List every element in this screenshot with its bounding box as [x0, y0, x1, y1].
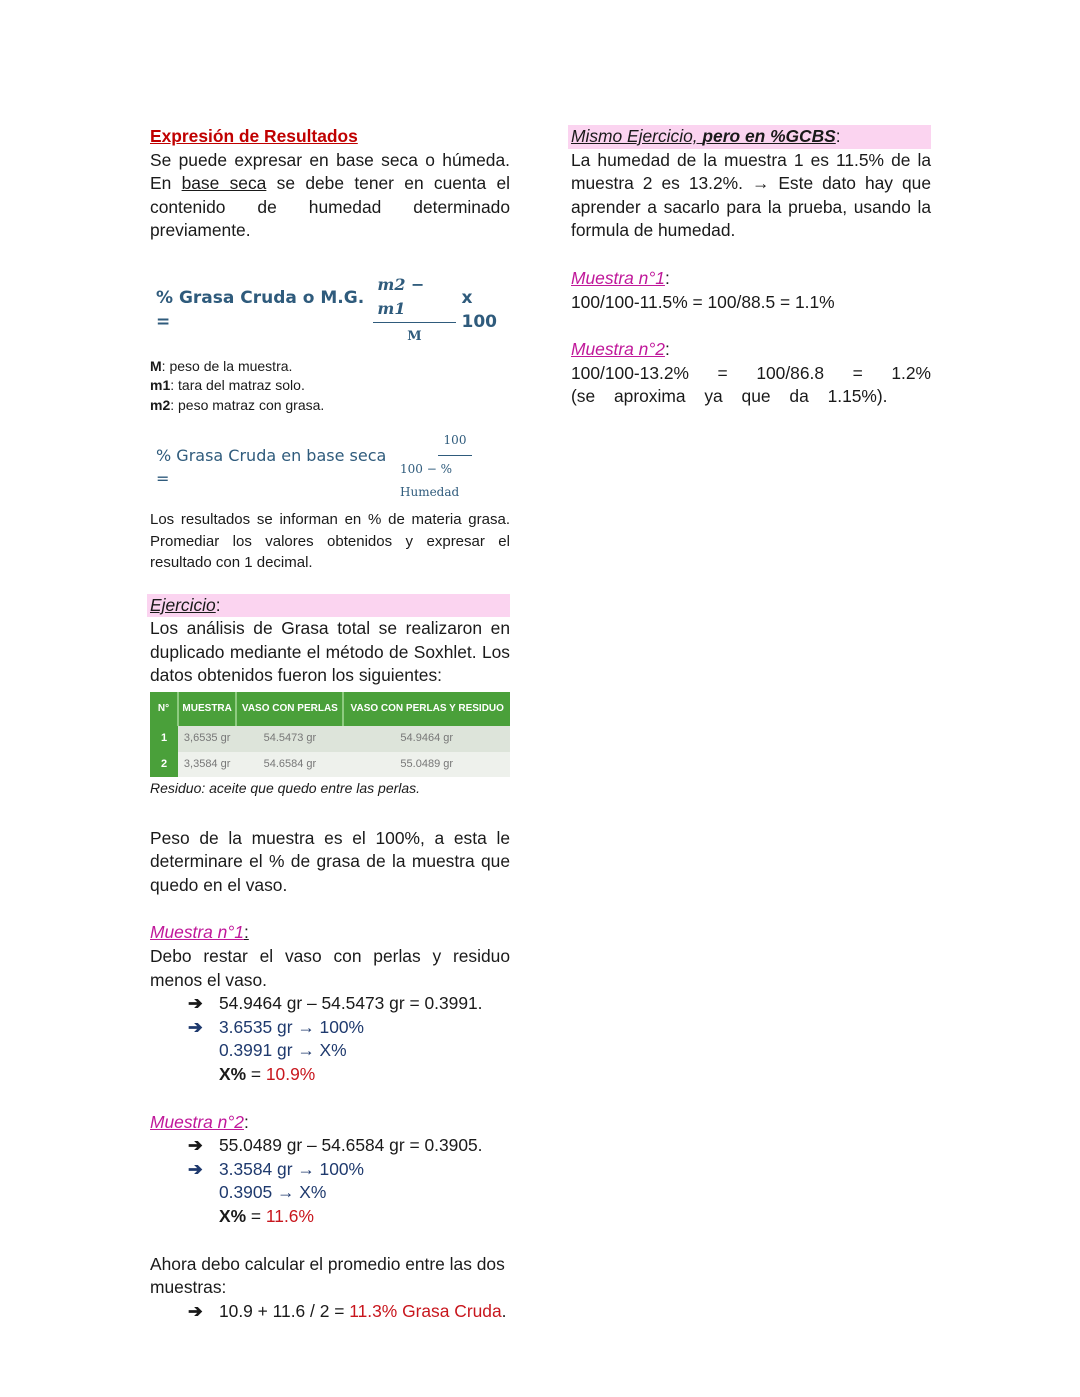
table-header-row	[150, 692, 510, 726]
results-paragraph: Los resultados se informan en % de materia grasa. Promediar los valores obtenidos y expresar el resultado con 1 decimal.	[150, 511, 510, 572]
formula-fraction: $\frac{100}{\text{100 − \% Humedad}}$	[400, 429, 510, 505]
muestra1-result-value: 10.9%	[265, 1064, 316, 1085]
muestra1-result: X% = 10.9%	[219, 1064, 316, 1085]
def-m2: m2: peso matraz con grasa.	[150, 396, 325, 413]
average-calc: ➔ 10.9 + 11.6 / 2 = 11.3% Grasa Cruda.	[150, 1300, 510, 1324]
formula-fraction: $\frac{m2 - m1}{M}$	[373, 273, 455, 349]
gcbs-muestra2-heading: Muestra n°2	[571, 339, 665, 360]
gcbs-muestra1-heading-line: Muestra n°1:	[571, 267, 670, 288]
gcbs-heading: Mismo Ejercicio,	[571, 126, 703, 146]
gcbs-muestra1-calc: 100/100-11.5% = 100/88.5 = 1.1%	[571, 291, 835, 312]
table-row: 1 3,6535 gr 54.5473 gr 54.9464 gr	[150, 726, 510, 752]
average-paragraph: Ahora debo calcular el promedio entre las dos muestras:	[150, 1253, 505, 1298]
right-column	[571, 125, 931, 409]
muestra1-step2: ➔ 3.6535 gr → 100%	[150, 1016, 510, 1040]
muestra2-result: X% = 11.6%	[219, 1206, 314, 1226]
header-vaso: VASO CON PERLAS	[236, 692, 343, 726]
arrow-icon: ➔	[188, 1158, 203, 1179]
section-heading: Expresión de Resultados	[150, 126, 358, 146]
arrow-icon: ➔	[188, 1016, 203, 1037]
muestra1-heading: Muestra n°1	[150, 922, 244, 943]
muestra2-step2: ➔ 3.3584 gr → 100%	[150, 1158, 510, 1182]
muestra2-step1: ➔ 55.0489 gr – 54.6584 gr = 0.3905.	[150, 1134, 510, 1158]
header-muestra: MUESTRA	[178, 692, 236, 726]
gcbs-heading-band: Mismo Ejercicio, pero en %GCBS:	[568, 125, 931, 149]
arrow-icon: ➔	[188, 1135, 203, 1156]
def-m1: m1: tara del matraz solo.	[150, 377, 305, 394]
left-column	[150, 125, 510, 1323]
exercise-paragraph: Los análisis de Grasa total se realizaron en duplicado mediante el método de Soxhlet. Los datos obtenidos fueron los siguientes:	[150, 618, 510, 686]
muestra2-heading-line: Muestra n°2:	[150, 1111, 249, 1132]
muestra2-result-value: 11.6%	[265, 1206, 314, 1226]
muestra1-step3: 0.3991 gr → X%	[219, 1040, 347, 1061]
exercise-heading: Ejercicio	[150, 594, 216, 615]
gcbs-muestra2-calc: 100/100-13.2% = 100/86.8 = 1.2% (se aproxima ya que da 1.15%).	[571, 362, 931, 407]
gcbs-intro: La humedad de la muestra 1 es 11.5% de la muestra 2 es 13.2%. → Este dato hay que aprender a sacarlo para la prueba, usando la formula de humedad.	[571, 149, 931, 241]
formula-base-seca: % Grasa Cruda en base seca = $\frac{100}{\text{100 − \% Humedad}}$	[156, 429, 510, 505]
gcbs-muestra1-heading: Muestra n°1	[571, 267, 665, 288]
muestra1-step1: ➔ 54.9464 gr – 54.5473 gr = 0.3991.	[150, 992, 510, 1016]
intro-paragraph: Se puede expresar en base seca o húmeda. En base seca se debe tener en cuenta el contenido de humedad determinado previamente.	[150, 149, 510, 241]
residue-note: Residuo: aceite que quedo entre las perlas.	[150, 780, 421, 797]
peso-paragraph: Peso de la muestra es el 100%, a esta le determinare el % de grasa de la muestra que quedo en el vaso.	[150, 827, 510, 895]
muestra1-paragraph: Debo restar el vaso con perlas y residuo menos el vaso.	[150, 946, 510, 990]
header-n: N°	[150, 692, 178, 726]
table-row: 2 3,3584 gr 54.6584 gr 55.0489 gr	[150, 752, 510, 778]
muestra1-heading-line: Muestra n°1:	[150, 922, 249, 943]
arrow-icon: ➔	[188, 993, 203, 1014]
muestra2-heading: Muestra n°2	[150, 1111, 244, 1132]
data-table	[150, 692, 510, 777]
exercise-heading-band: Ejercicio:	[147, 594, 510, 618]
gcbs-muestra2-heading-line: Muestra n°2:	[571, 339, 670, 360]
header-vaso-residuo: VASO CON PERLAS Y RESIDUO	[343, 692, 510, 726]
base-seca-term: base seca	[181, 173, 267, 194]
arrow-icon: ➔	[188, 1300, 203, 1321]
muestra2-step3: 0.3905 → X%	[219, 1182, 327, 1203]
formula-grasa-cruda: % Grasa Cruda o M.G. = $\frac{m2 - m1}{M}$ x 100	[156, 273, 510, 349]
def-m: M: peso de la muestra.	[150, 357, 293, 374]
variable-definitions	[150, 357, 510, 416]
average-result: 11.3% Grasa Cruda	[349, 1300, 502, 1321]
